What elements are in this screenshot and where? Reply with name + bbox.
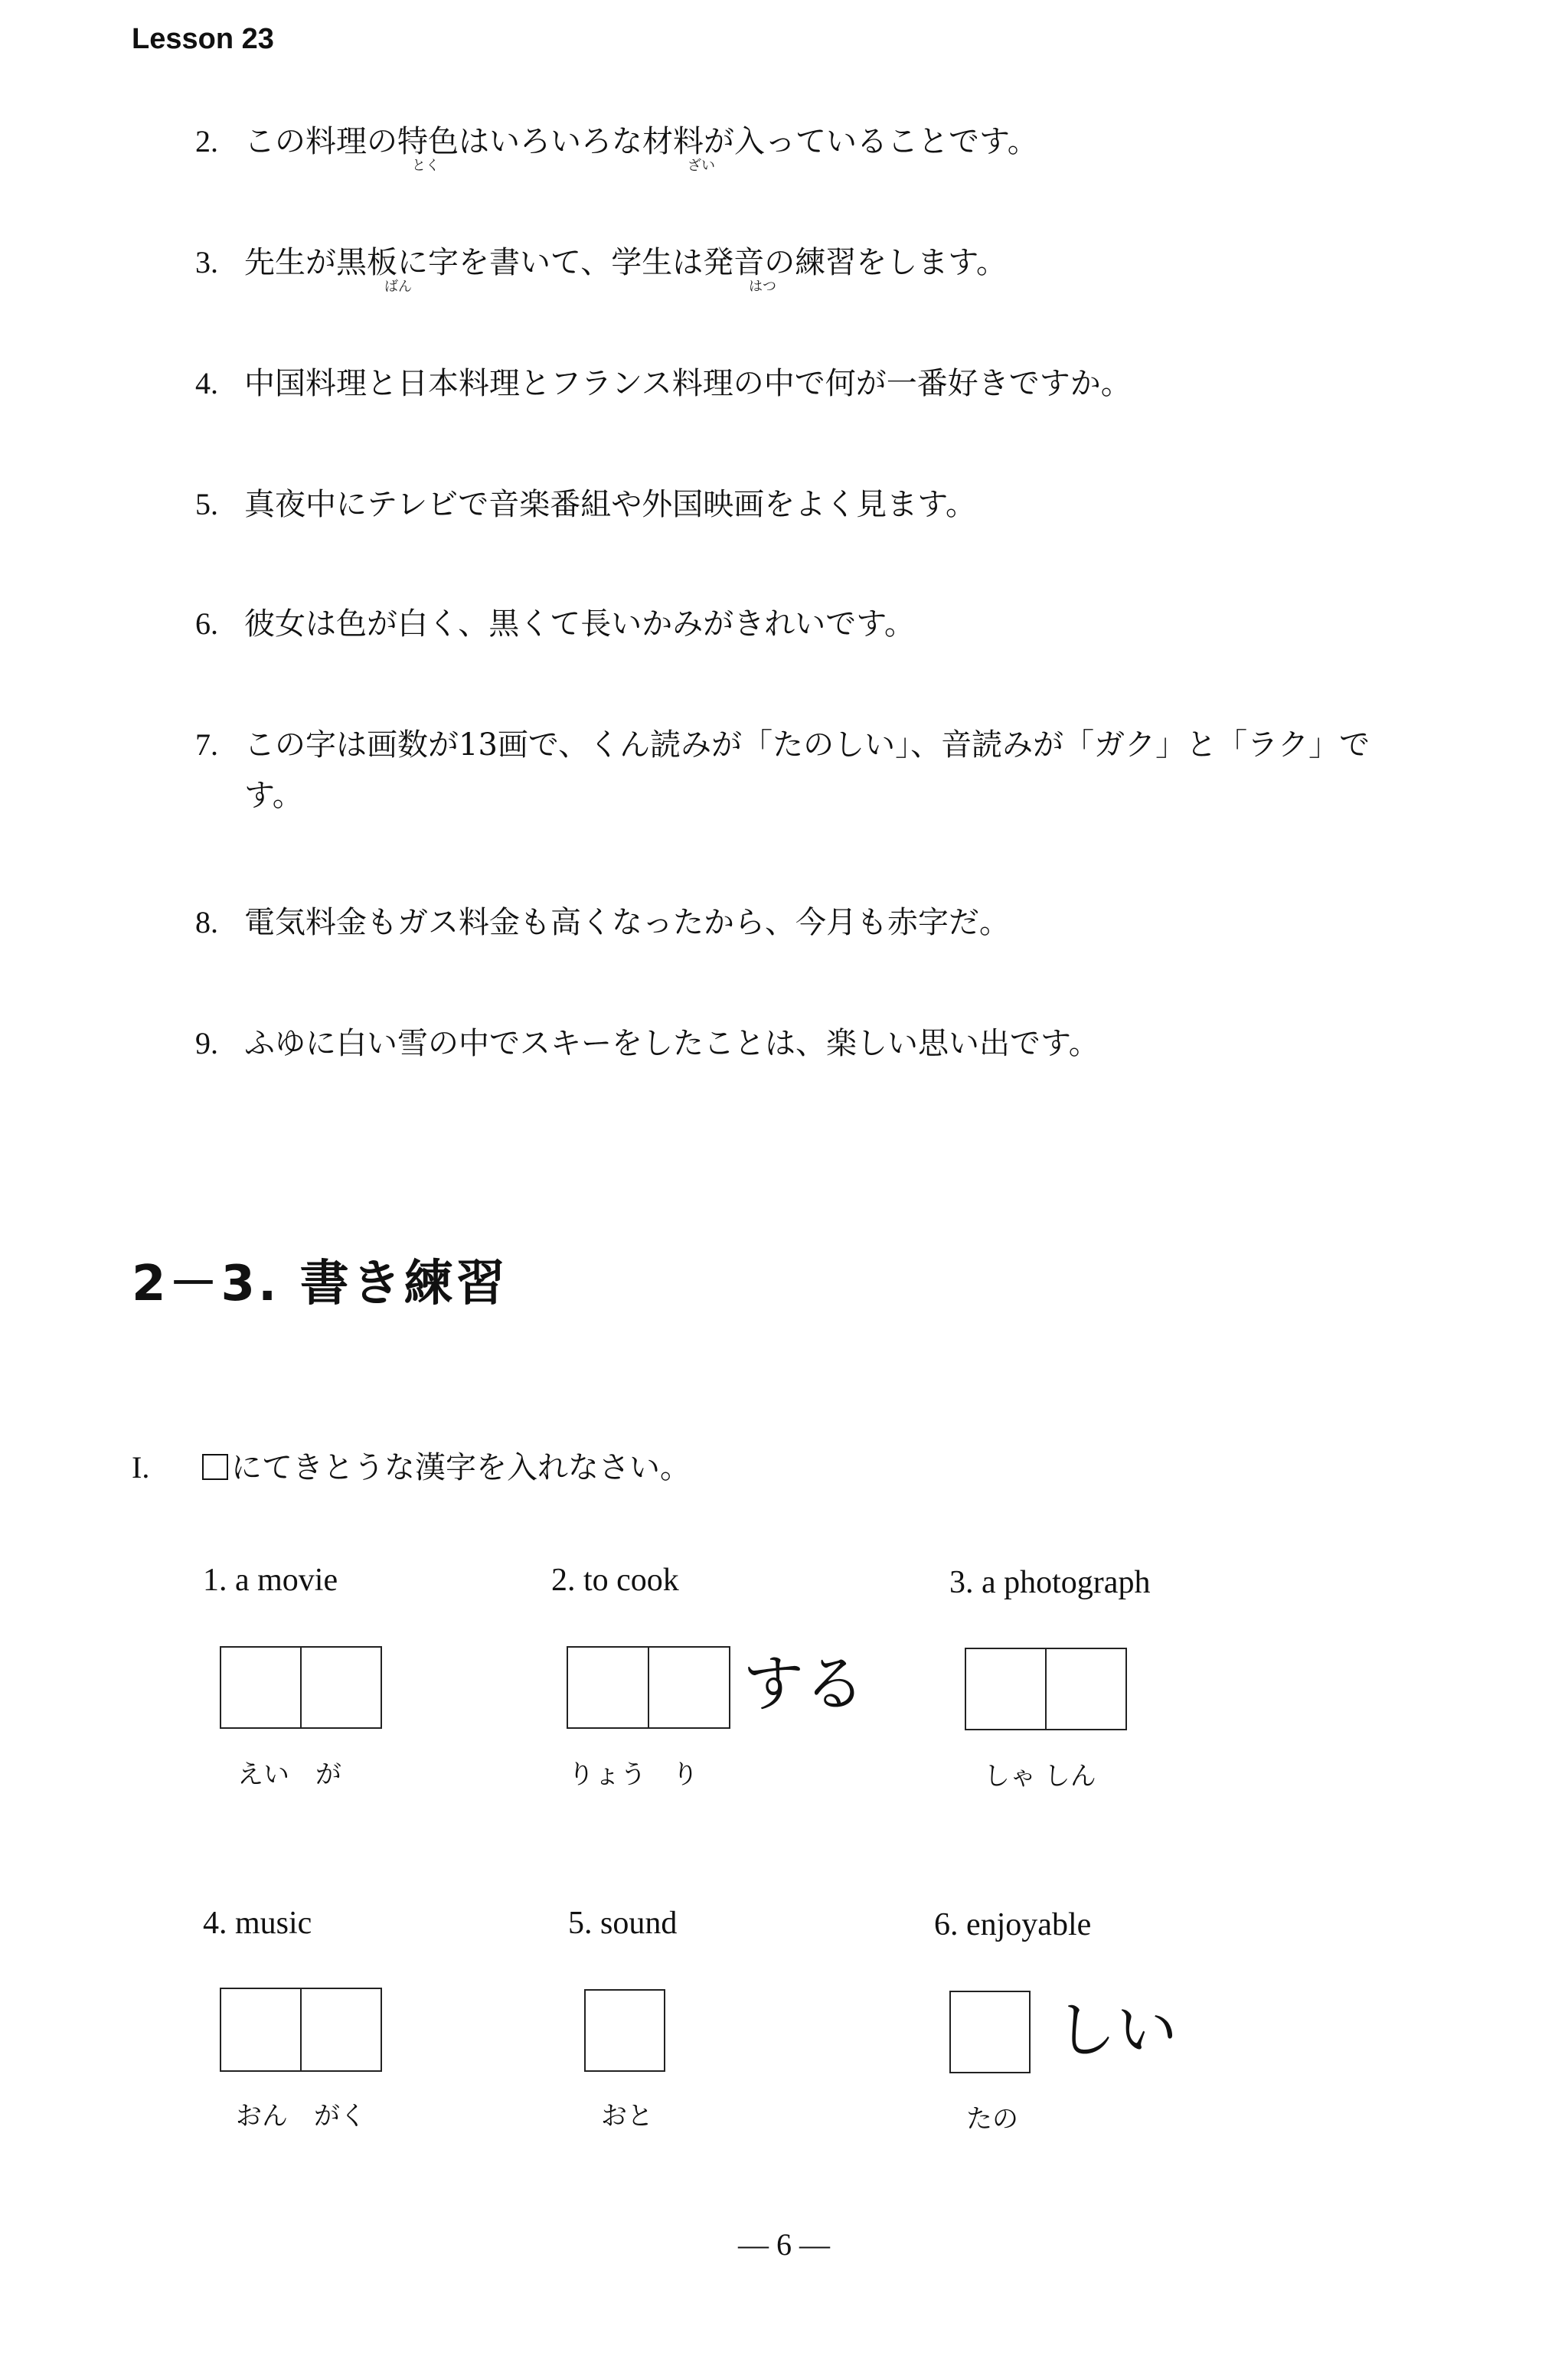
item-4-reading: おん がく — [236, 2101, 366, 2132]
item-english: sound — [600, 1906, 678, 1941]
answer-box-photograph[interactable] — [965, 1648, 1127, 1730]
sentence-number: 8. — [195, 905, 218, 939]
sentence-8 — [195, 897, 1010, 948]
item-5-label — [568, 1905, 677, 1942]
item-number: 5. — [568, 1906, 593, 1941]
box-divider — [300, 1648, 302, 1727]
item-1-label — [203, 1562, 338, 1599]
item-number: 1. — [203, 1563, 227, 1598]
sentence-text: この字は画数が13画で、くん読みが「たのしい」、音読みが「ガク」と「ラク」で — [244, 727, 1370, 763]
item-6-label — [934, 1906, 1091, 1943]
item-number: 6. — [934, 1907, 959, 1942]
item-number: 3. — [949, 1565, 974, 1600]
sentence-number: 2. — [195, 124, 218, 158]
section-title: 2－3. 書き練習 — [132, 1256, 508, 1312]
sentence-text: 真夜中にテレビで音楽番組や外国映画をよく見ます。 — [244, 487, 976, 522]
sentence-number: 9. — [195, 1026, 218, 1060]
sentence-7 — [195, 720, 1370, 813]
item-number: 2. — [551, 1563, 576, 1598]
furigana-zai: ざい — [688, 158, 715, 174]
sentence-number: 6. — [195, 606, 218, 641]
sentence-number: 7. — [195, 727, 218, 762]
box-divider — [1045, 1649, 1047, 1729]
item-6-reading: たの — [966, 2104, 1018, 2135]
item-2-label — [551, 1562, 679, 1599]
item-english: enjoyable — [966, 1907, 1092, 1942]
sentence-5 — [195, 479, 976, 530]
sentence-text: 中国料理と日本料理とフランス料理の中で何が一番好きですか。 — [244, 366, 1132, 401]
lesson-header: Lesson 23 — [132, 23, 274, 55]
answer-box-cook[interactable] — [567, 1646, 730, 1729]
answer-box-movie[interactable] — [220, 1646, 382, 1729]
item-english: a movie — [235, 1563, 338, 1598]
item-english: a photograph — [982, 1565, 1151, 1600]
item-2-reading: りょう り — [568, 1759, 698, 1790]
box-divider — [300, 1989, 302, 2070]
item-number: 4. — [203, 1906, 227, 1941]
sentence-text: 彼女は色が白く、黒くて長いかみがきれいです。 — [244, 606, 915, 642]
item-3-reading: しゃ しん — [984, 1761, 1096, 1792]
answer-box-sound[interactable] — [584, 1989, 665, 2072]
sentence-9 — [195, 1018, 1099, 1069]
sentence-text: ふゆに白い雪の中でスキーをしたことは、楽しい思い出です。 — [244, 1026, 1099, 1061]
exercise-instruction — [132, 1443, 691, 1487]
sentence-text: 電気料金もガス料金も高くなったから、今月も赤字だ。 — [244, 905, 1010, 940]
instruction-text: にてきとうな漢字を入れなさい。 — [231, 1450, 691, 1485]
answer-box-enjoyable[interactable] — [949, 1991, 1031, 2073]
sentence-text: この料理の特色はいろいろな材料が入っていることです。 — [244, 124, 1038, 159]
suffix-shii: しい — [1055, 1994, 1178, 2066]
furigana-toku: とく — [412, 158, 439, 174]
furigana-hatsu: はつ — [749, 279, 776, 295]
sentence-4 — [195, 358, 1132, 409]
item-4-label — [203, 1905, 312, 1942]
item-english: music — [235, 1906, 312, 1941]
sentence-number: 5. — [195, 487, 218, 521]
sentence-number: 3. — [195, 245, 218, 279]
exercise-roman-numeral: I. — [132, 1450, 150, 1485]
item-3-label — [949, 1564, 1150, 1601]
item-5-reading: おと — [601, 2101, 653, 2132]
sentence-3 — [195, 237, 1007, 288]
square-box-icon — [202, 1454, 228, 1480]
box-divider — [648, 1648, 649, 1727]
sentence-number: 4. — [195, 366, 218, 400]
page-number: — 6 — — [738, 2227, 830, 2262]
sentence-6 — [195, 599, 915, 649]
sentence-text: 先生が黒板に字を書いて、学生は発音の練習をします。 — [244, 245, 1007, 280]
suffix-suru: する — [743, 1648, 865, 1720]
item-english: to cook — [583, 1563, 679, 1598]
answer-box-music[interactable] — [220, 1988, 382, 2072]
sentence-2 — [195, 116, 1038, 167]
furigana-ban: ばん — [384, 279, 412, 295]
sentence-continuation: す。 — [244, 778, 303, 813]
item-1-reading: えい が — [237, 1759, 341, 1790]
